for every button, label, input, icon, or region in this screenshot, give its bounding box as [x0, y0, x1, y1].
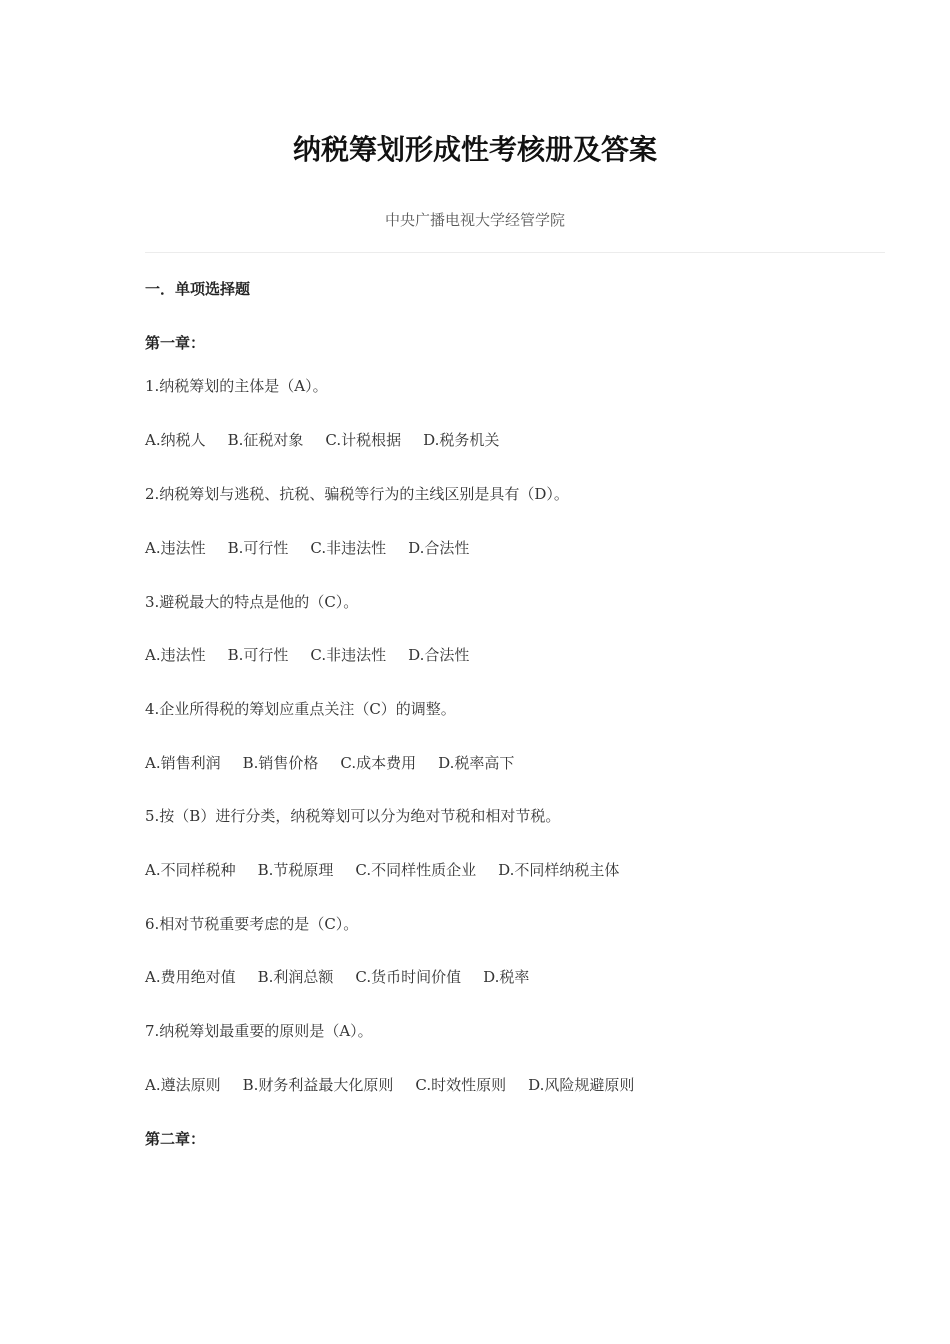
- options-3: [145, 643, 469, 667]
- chapter-heading-1: 第一章：: [145, 334, 206, 352]
- option-7-a: A.遵法原则: [145, 1076, 221, 1094]
- option-5-c: C.不同样性质企业: [355, 861, 477, 879]
- option-2-d: D.合法性: [408, 539, 470, 557]
- option-1-b: B.征税对象: [227, 431, 304, 449]
- question-2: 2.纳税筹划与逃税、抗税、骗税等行为的主线区别是具有（D）。: [145, 485, 569, 503]
- option-1-d: D.税务机关: [423, 431, 500, 449]
- options-7: [145, 1073, 634, 1097]
- question-1: 1.纳税筹划的主体是（A）。: [145, 377, 328, 395]
- document-subtitle: 中央广播电视大学经管学院: [384, 211, 565, 229]
- option-6-b: B.利润总额: [257, 968, 334, 986]
- option-6-d: D.税率: [483, 968, 530, 986]
- chapter-heading-2: 第二章：: [145, 1130, 206, 1148]
- question-4: 4.企业所得税的筹划应重点关注（C）的调整。: [145, 700, 456, 718]
- option-5-a: A.不同样税种: [145, 861, 236, 879]
- question-3: 3.避税最大的特点是他的（C）。: [145, 593, 359, 611]
- option-4-c: C.成本费用: [340, 754, 417, 772]
- option-4-d: D.税率高下: [438, 754, 515, 772]
- option-1-c: C.计税根据: [325, 431, 402, 449]
- option-4-a: A.销售利润: [145, 754, 221, 772]
- option-5-d: D.不同样纳税主体: [498, 861, 620, 879]
- option-6-a: A.费用绝对值: [145, 968, 236, 986]
- option-1-a: A.纳税人: [145, 431, 206, 449]
- options-1: [145, 428, 499, 452]
- options-4: [145, 751, 514, 775]
- option-3-b: B.可行性: [227, 646, 289, 664]
- option-6-c: C.货币时间价值: [355, 968, 462, 986]
- option-2-c: C.非违法性: [310, 539, 387, 557]
- divider: [145, 252, 885, 253]
- question-6: 6.相对节税重要考虑的是（C）。: [145, 915, 359, 933]
- document-title: 纳税筹划形成性考核册及答案: [292, 133, 657, 166]
- options-2: [145, 536, 469, 560]
- option-7-d: D.风险规避原则: [528, 1076, 635, 1094]
- option-3-a: A.违法性: [145, 646, 206, 664]
- options-5: [145, 858, 619, 882]
- question-5: 5.按（B）进行分类，纳税筹划可以分为绝对节税和相对节税。: [145, 807, 561, 825]
- question-7: 7.纳税筹划最重要的原则是（A）。: [145, 1022, 373, 1040]
- option-3-c: C.非违法性: [310, 646, 387, 664]
- option-7-c: C.时效性原则: [415, 1076, 507, 1094]
- option-5-b: B.节税原理: [257, 861, 334, 879]
- option-7-b: B.财务利益最大化原则: [242, 1076, 394, 1094]
- option-3-d: D.合法性: [408, 646, 470, 664]
- option-2-b: B.可行性: [227, 539, 289, 557]
- options-6: [145, 965, 529, 989]
- option-4-b: B.销售价格: [242, 754, 319, 772]
- option-2-a: A.违法性: [145, 539, 206, 557]
- section-heading: 一．单项选择题: [145, 280, 251, 298]
